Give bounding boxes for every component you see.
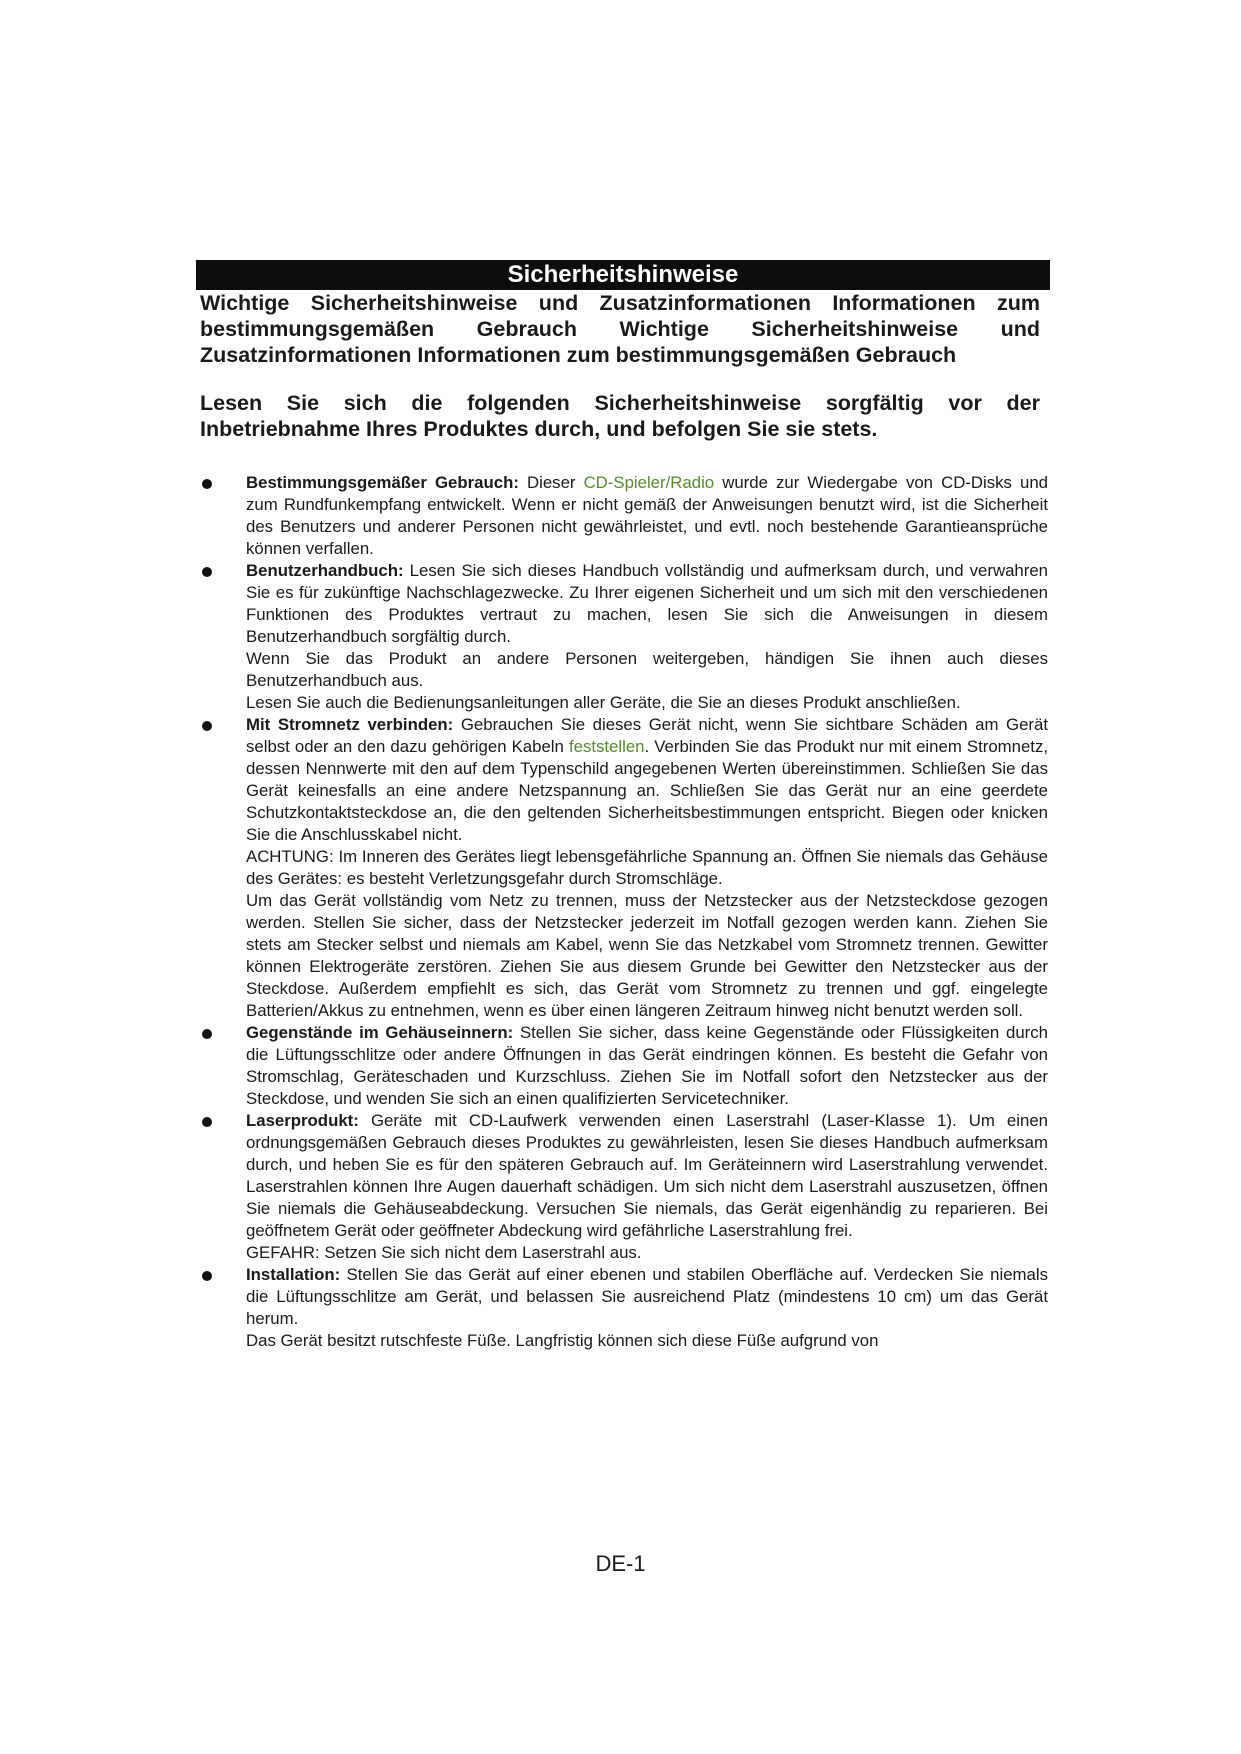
item-extra-paragraph: Um das Gerät vollständig vom Netz zu trennen, muss der Netzstecker aus der Netzsteckdose gezogen werden. Stellen Sie sicher, dass der Netzstecker jederzeit im Notfall gezogen werden kann. Ziehen Sie stets am Stecker selbst und niemals am Kabel, wenn Sie das Netzkabel vom Stromnetz trennen. Gewitter können Elektrogeräte zerstören. Ziehen Sie aus diesem Grunde bei Gewitter den Netzstecker aus der Steckdose. Außerdem empfiehlt es sich, das Gerät vom Stromnetz zu trennen und ggf. eingelegte Batterien/Akkus zu entnehmen, wenn es über einen längeren Zeitraum hinweg nicht benutzt werden soll. <box>246 891 1048 1020</box>
bullet-icon <box>202 1117 212 1127</box>
item-title: Benutzerhandbuch: <box>246 561 404 580</box>
item-title: Gegenstände im Gehäuseinnern: <box>246 1023 514 1042</box>
item-text: Gebrauchen Sie dieses Gerät nicht, wenn Sie sichtbare Schäden am Gerät selbst oder an den dazu gehörigen Kabeln <box>246 715 1048 756</box>
item-extra-paragraph: Wenn Sie das Produkt an andere Personen weitergeben, händigen Sie ihnen auch dieses Benutzerhandbuch aus. <box>246 649 1048 690</box>
section-title: Sicherheitshinweise <box>196 260 1050 290</box>
item-title: Bestimmungsgemäßer Gebrauch: <box>246 473 519 492</box>
list-item-laser-product <box>198 1110 1048 1264</box>
list-item-intended-use <box>198 472 1048 560</box>
highlight-text: feststellen <box>568 737 645 756</box>
bullet-icon <box>202 1271 212 1281</box>
bullet-icon <box>202 721 212 731</box>
list-item-installation <box>198 1264 1048 1352</box>
bullet-icon <box>202 479 212 489</box>
document-page <box>198 260 1048 1352</box>
item-text: Geräte mit CD-Laufwerk verwenden einen Laserstrahl (Laser-Klasse 1). Um einen ordnungsgemäßen Gebrauch dieses Produktes zu gewährleisten, lesen Sie dieses Handbuch aufmerksam durch, und heben Sie es für den späteren Gebrauch auf. Im Geräteinnern wird Laserstrahlung verwendet. Laserstrahlen können Ihre Augen dauerhaft schädigen. Um sich nicht dem Laserstrahl auszusetzen, öffnen Sie niemals die Gehäuseabdeckung. Versuchen Sie niemals, das Gerät eigenhändig zu reparieren. Bei geöffnetem Gerät oder geöffneter Abdeckung wird gefährliche Laserstrahlung frei. <box>246 1111 1048 1240</box>
item-extra-paragraph: Das Gerät besitzt rutschfeste Füße. Langfristig können sich diese Füße aufgrund von <box>246 1331 879 1350</box>
danger-paragraph: GEFAHR: Setzen Sie sich nicht dem Laserstrahl aus. <box>246 1243 642 1262</box>
item-text: Stellen Sie sicher, dass keine Gegenstände oder Flüssigkeiten durch die Lüftungsschlitze oder andere Öffnungen in das Gerät eindringen können. Es besteht die Gefahr von Stromschlag, Geräteschaden und Kurzschluss. Ziehen Sie im Notfall sofort den Netzstecker aus der Steckdose, und wenden Sie sich an einen qualifizierten Servicetechniker. <box>246 1023 1048 1108</box>
bullet-icon <box>202 1029 212 1039</box>
bullet-icon <box>202 567 212 577</box>
item-text: Lesen Sie sich dieses Handbuch vollständig und aufmerksam durch, und verwahren Sie es für zukünftige Nachschlagezwecke. Zu Ihrer eigenen Sicherheit und um sich mit den verschiedenen Funktionen des Produktes vertraut zu machen, lesen Sie sich die Anweisungen in diesem Benutzerhandbuch sorgfältig durch. <box>246 561 1048 646</box>
item-title: Mit Stromnetz verbinden: <box>246 715 454 734</box>
item-text: . Verbinden Sie das Produkt nur mit einem Stromnetz, dessen Nennwerte mit den auf dem Typenschild angegebenen Werten übereinstimmen. Schließen Sie das Gerät keinesfalls an eine andere Netzspannung an. Schließen Sie das Gerät nur an eine geerdete Schutzkontaktsteckdose an, die den geltenden Sicherheitsbestimmungen entspricht. Biegen oder knicken Sie die Anschlusskabel nicht. <box>246 737 1049 844</box>
list-item-power-connection <box>198 714 1048 1022</box>
highlight-text: CD-Spieler/Radio <box>583 473 715 492</box>
warning-paragraph: ACHTUNG: Im Inneren des Gerätes liegt lebensgefährliche Spannung an. Öffnen Sie niemals das Gehäuse des Gerätes: es besteht Verletzungsgefahr durch Stromschläge. <box>246 847 1048 888</box>
list-item-foreign-objects <box>198 1022 1048 1110</box>
item-text: Stellen Sie das Gerät auf einer ebenen und stabilen Oberfläche auf. Verdecken Sie niemals die Lüftungsschlitze am Gerät, und belassen Sie ausreichend Platz (mindestens 10 cm) um das Gerät herum. <box>246 1265 1048 1328</box>
item-text: wurde zur Wiedergabe von CD-Disks und zum Rundfunkempfang entwickelt. Wenn er nicht gemäß der Anweisungen benutzt wird, ist die Sicherheit des Benutzers und anderer Personen nicht gewährleistet, und evtl. noch bestehende Garantieansprüche können verfallen. <box>246 473 1048 558</box>
document-subtitle: Wichtige Sicherheitshinweise und Zusatzinformationen Informationen zum bestimmungsgemäßen Gebrauch Wichtige Sicherheitshinweise und Zusatzinformationen Informationen zum bestimmungsgemäßen Gebrauch <box>200 291 1040 367</box>
item-title: Laserprodukt: <box>246 1111 359 1130</box>
intro-paragraph: Lesen Sie sich die folgenden Sicherheitshinweise sorgfältig vor der Inbetriebnahme Ihres Produktes durch, und befolgen Sie sie stets. <box>200 391 1040 441</box>
item-title: Installation: <box>246 1265 341 1284</box>
item-text: Dieser <box>518 473 584 492</box>
list-item-user-manual <box>198 560 1048 714</box>
item-extra-paragraph: Lesen Sie auch die Bedienungsanleitungen aller Geräte, die Sie an dieses Produkt anschließen. <box>246 693 961 712</box>
safety-list <box>198 472 1048 1352</box>
page-number: DE-1 <box>595 1551 646 1576</box>
